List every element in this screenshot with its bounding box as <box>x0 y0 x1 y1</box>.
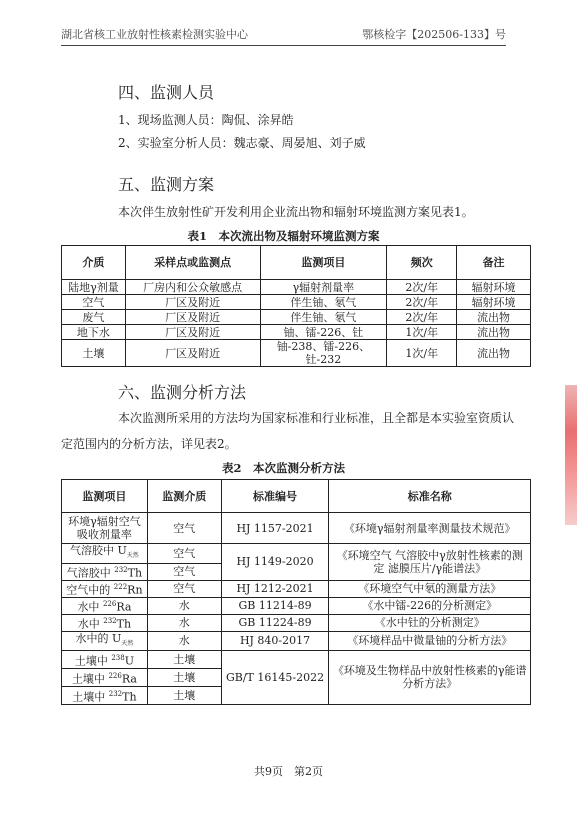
table-cell: 流出物 <box>457 340 531 367</box>
item-text: 水中的 U <box>75 631 122 645</box>
table-cell: γ辐射剂量率 <box>260 280 387 295</box>
table-cell: 陆地γ剂量 <box>62 280 126 295</box>
table-cell: 辐射环境 <box>457 295 531 310</box>
table-cell: 铀、镭-226、钍 <box>260 325 387 340</box>
section5-title: 五、监测方案 <box>118 175 215 194</box>
table-cell: 水 <box>147 614 221 631</box>
item-text: Rn <box>127 583 143 597</box>
table1-header: 介质 <box>62 246 126 280</box>
table-row <box>62 280 531 295</box>
table1-header: 备注 <box>457 246 531 280</box>
section4-item-1: 1、现场监测人员：陶侃、涂昇皓 <box>118 113 294 127</box>
table-cell: 废气 <box>62 310 126 325</box>
table2-header: 监测介质 <box>147 480 221 513</box>
item-superscript: 232 <box>114 566 128 574</box>
item-superscript: 232 <box>108 689 123 698</box>
item-text: 水中 <box>77 617 104 631</box>
table-cell: 《环境空气 气溶胶中γ放射性核素的测定 滤膜压片/γ能谱法》 <box>329 544 531 581</box>
item-text: 土壤中 <box>72 690 109 704</box>
item-text: U <box>124 654 134 668</box>
item-text: 气溶胶中 <box>66 566 115 580</box>
table-cell <box>62 614 148 631</box>
item-superscript: 232 <box>103 616 117 625</box>
table-row <box>62 295 531 310</box>
table1-caption: 表1 本次流出物及辐射环境监测方案 <box>187 229 380 243</box>
item-text: Ra <box>121 672 137 686</box>
table-cell: 地下水 <box>62 325 126 340</box>
table-cell: 2次/年 <box>387 310 457 325</box>
table1-header-row <box>62 246 531 280</box>
table-cell: HJ 1157-2021 <box>221 513 329 544</box>
table-row <box>62 544 531 564</box>
table-cell: 空气 <box>147 544 221 564</box>
section5-intro: 本次伴生放射性矿开发利用企业流出物和辐射环境监测方案见表1。 <box>118 205 474 219</box>
table-cell: 《环境空气中氡的测量方法》 <box>329 580 531 597</box>
table-row <box>62 310 531 325</box>
table-cell: HJ 1212-2021 <box>221 580 329 597</box>
table-cell: 厂区及附近 <box>125 325 260 340</box>
seal-stamp-edge <box>565 385 577 525</box>
table-cell: 土壤 <box>147 668 221 686</box>
table-row <box>62 340 531 367</box>
item-subscript: 天然 <box>121 639 134 647</box>
item-text: Th <box>122 690 137 704</box>
item-text: 土壤中 <box>71 672 109 686</box>
table-cell: 《水中钍的分析测定》 <box>329 614 531 631</box>
table-cell: 2次/年 <box>387 280 457 295</box>
item-text: 土壤中 <box>74 654 112 668</box>
table-row <box>62 650 531 668</box>
table-cell: 1次/年 <box>387 340 457 367</box>
table-cell: 《环境γ辐射剂量率测量技术规范》 <box>329 513 531 544</box>
table-cell <box>62 564 148 581</box>
table1-header: 采样点或监测点 <box>125 246 260 280</box>
table-row <box>62 597 531 614</box>
table2-header: 标准编号 <box>221 480 329 513</box>
item-superscript: 226 <box>108 671 122 680</box>
table-cell: 流出物 <box>457 310 531 325</box>
item-text: 空气中的 <box>66 583 114 597</box>
item-text: Th <box>127 566 143 580</box>
table-cell <box>62 631 148 650</box>
table-cell: 《水中镭-226的分析测定》 <box>329 597 531 614</box>
table-cell: 土壤 <box>147 650 221 668</box>
table2-caption: 表2 本次监测分析方法 <box>221 461 345 475</box>
item-text: 气溶胶中 U <box>70 544 127 558</box>
table-cell: 厂区及附近 <box>125 310 260 325</box>
table1-header: 频次 <box>387 246 457 280</box>
section4-title: 四、监测人员 <box>118 83 215 102</box>
table-cell: 伴生铀、氡气 <box>260 310 387 325</box>
table-cell: GB 11224-89 <box>221 614 329 631</box>
table-cell: 水 <box>147 631 221 650</box>
item-superscript: 222 <box>113 582 128 591</box>
table-cell: 水 <box>147 597 221 614</box>
table-cell: 厂区及附近 <box>125 340 260 367</box>
table-cell <box>62 544 148 564</box>
table-cell: 《环境样品中微量铀的分析方法》 <box>329 631 531 650</box>
table-cell: GB 11214-89 <box>221 597 329 614</box>
table-cell <box>62 580 148 597</box>
section6-intro-line2: 定范围内的分析方法，详见表2。 <box>61 437 237 451</box>
section6-title: 六、监测分析方法 <box>118 383 247 402</box>
table-cell: 伴生铀、氡气 <box>260 295 387 310</box>
item-superscript: 226 <box>102 599 117 608</box>
table-cell: 环境γ辐射空气吸收剂量率 <box>62 513 148 544</box>
item-superscript: 238 <box>111 653 125 662</box>
table-row <box>62 614 531 631</box>
table-row <box>62 631 531 650</box>
table-cell <box>62 686 148 704</box>
table1-header: 监测项目 <box>260 246 387 280</box>
table-cell: 1次/年 <box>387 325 457 340</box>
table-cell: GB/T 16145-2022 <box>221 650 329 704</box>
table-cell: 土壤 <box>62 340 126 367</box>
table-cell: 空气 <box>147 564 221 581</box>
header-doc-number: 鄂核检字【202506-133】号 <box>362 28 506 41</box>
table-cell: 辐射环境 <box>457 280 531 295</box>
table-cell: 空气 <box>147 513 221 544</box>
table1 <box>61 245 531 367</box>
table2-header: 标准名称 <box>329 480 531 513</box>
page-footer: 共9页 第2页 <box>254 765 323 778</box>
table-cell: HJ 840-2017 <box>221 631 329 650</box>
item-text: Ra <box>116 600 132 614</box>
table-cell: 空气 <box>147 580 221 597</box>
header-institution: 湖北省核工业放射性核素检测实验中心 <box>61 28 248 41</box>
header-rule <box>61 45 506 46</box>
table-cell: 2次/年 <box>387 295 457 310</box>
table-row <box>62 325 531 340</box>
section6-intro-line1: 本次监测所采用的方法均为国家标准和行业标准，且全都是本实验室资质认 <box>118 411 515 425</box>
table-cell: 铀-238、镭-226、钍-232 <box>260 340 387 367</box>
table-row <box>62 513 531 544</box>
section4-item-2: 2、实验室分析人员：魏志豪、周晏旭、刘子威 <box>118 136 366 150</box>
table-cell: 流出物 <box>457 325 531 340</box>
table-cell: 厂区及附近 <box>125 295 260 310</box>
table2-header: 监测项目 <box>62 480 148 513</box>
table-cell: 土壤 <box>147 686 221 704</box>
table-cell <box>62 668 148 686</box>
table-cell <box>62 650 148 668</box>
table-cell: 《环境及生物样品中放射性核素的γ能谱分析方法》 <box>329 650 531 704</box>
table-cell <box>62 597 148 614</box>
item-subscript: 天然 <box>126 552 139 560</box>
table-cell: HJ 1149-2020 <box>221 544 329 581</box>
table2 <box>61 479 531 705</box>
table-row <box>62 580 531 597</box>
table-cell: 厂房内和公众敏感点 <box>125 280 260 295</box>
table-cell: 空气 <box>62 295 126 310</box>
table2-header-row <box>62 480 531 513</box>
item-text: 水中 <box>77 600 103 614</box>
item-text: Th <box>116 617 132 631</box>
